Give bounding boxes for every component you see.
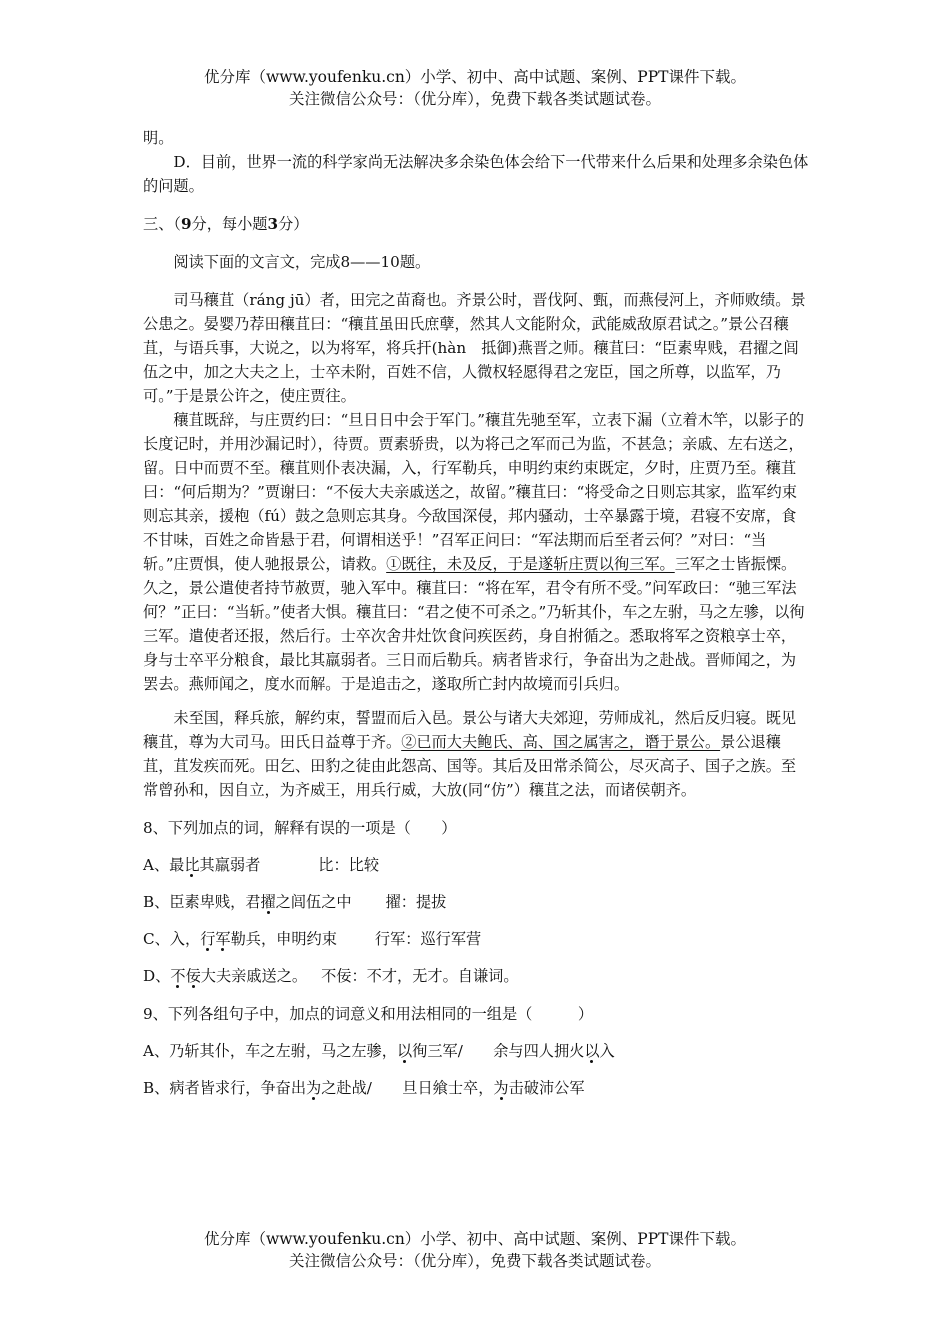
dotted-word: 为: [306, 1079, 322, 1097]
question-9-option-b: B、病者皆求行，争奋出为之赴战/ 旦日飨士卒，为击破沛公军: [143, 1079, 585, 1097]
question-8-option-d: D、不佞大夫亲戚送之。 不佞：不才，无才。自谦词。: [143, 967, 519, 985]
section-instruction: 阅读下面的文言文，完成8——10题。: [173, 253, 431, 271]
footer-line-1: 优分库（www.youfenku.cn）小学、初中、高中试题、案例、PPT课件下载。: [203, 1230, 747, 1248]
footer-line-2: 关注微信公众号：（优分库），免费下载各类试题试卷。: [288, 1252, 661, 1270]
passage-paragraph-2: 穰苴既辞，与庄贾约曰：“旦日日中会于军门。”穰苴先驰至军，立表下漏（立着木竿，以影子的长度记时，并用沙漏记时），待贾。贾素骄贵，以为将己之军而己为监，不甚急；亲戚、左右送之，留。日中而贾不至。穰苴则仆表决漏，入，行军勒兵，申明约束约束既定，夕时，庄贾乃至。穰苴曰：“何后期为？”贾谢曰：“不佞大夫亲戚送之，故留。”穰苴曰：“将受命之日则忘其家，监军约束则忘其亲，援枹（fú）鼓之急则忘其身。今敌国深侵，邦内骚动，士卒暴露于境，君寝不安席，食不甘味，百姓之命皆悬于君，何谓相送乎！”召军正问曰：“军法期而后至者云何？”对曰：“当斩。”庄贾惧，使人驰报景公，请救。①既往，未及反，于是遂斩庄贾以徇三军。三军之士皆振慄。久之，景公遣使者持节赦贾，驰入军中。穰苴曰：“将在军，君令有所不受。”问军政曰：“驰三军法何？”正曰：“当斩。”使者大惧。穰苴曰：“君之使不可杀之。”乃斩其仆，车之左驸，马之左骖，以徇三军。遣使者还报，然后行。士卒次舍井灶饮食问疾医药，身自拊循之。悉取将军之资粮享士卒，身与士卒平分粮食，最比其羸弱者。三日而后勒兵。病者皆求行，争奋出为之赴战。晋师闻之，为罢去。燕师闻之，度水而解。于是追击之，遂取所亡封内故境而引兵归。: [143, 411, 805, 693]
header-line-2: 关注微信公众号：（优分库），免费下载各类试题试卷。: [288, 90, 661, 108]
dotted-word: 不: [170, 967, 186, 985]
question-8-option-a: A、最比其羸弱者 比：比较: [143, 856, 380, 874]
option-gloss: 不佞：不才，无才。自谦词。: [321, 967, 519, 985]
dotted-word: 擢: [260, 893, 276, 911]
passage-paragraph-1: 司马穰苴（ráng jū）者，田完之苗裔也。齐景公时，晋伐阿、甄，而燕侵河上，齐师败绩。景公患之。晏婴乃荐田穰苴曰：“穰苴虽田氏庶孽，然其人文能附众，武能威敌原君试之。”景公召穰苴，与语兵事，大说之，以为将军，将兵扞(hàn 抵御)燕晋之师。穰苴曰：“臣素卑贱，君擢之闾伍之中，加之大夫之上，士卒未附，百姓不信，人微权轻愿得君之宠臣，国之所尊，以监军，乃可。”于是景公许之，使庄贾往。: [143, 291, 806, 405]
question-9-stem: 9、下列各组句子中，加点的词意义和用法相同的一组是（ ）: [143, 1005, 594, 1023]
option-gloss: 比：比较: [318, 856, 380, 874]
question-8-option-b: B、臣素卑贱，君擢之闾伍之中 擢：提拔: [143, 893, 447, 911]
question-8-option-c: C、入，行军勒兵，申明约束 行军：巡行军营: [143, 930, 482, 948]
document-body: [143, 126, 809, 1100]
option-gloss: 擢：提拔: [385, 893, 447, 911]
dotted-word: 以: [396, 1042, 413, 1060]
header-line-1: 优分库（www.youfenku.cn）小学、初中、高中试题、案例、PPT课件下载。: [203, 68, 747, 86]
dotted-word: 佞: [185, 967, 201, 985]
dotted-word: 行: [200, 930, 216, 948]
page-footer: [0, 1228, 950, 1272]
question-9-option-a: A、乃斩其仆，车之左驸，马之左骖，以徇三军/ 余与四人拥火以入: [143, 1042, 615, 1060]
passage-paragraph-3: 未至国，释兵旅，解约束，誓盟而后入邑。景公与诸大夫郊迎，劳师成礼，然后反归寝。既见穰苴，尊为大司马。田氏日益尊于齐。②已而大夫鲍氏、高、国之属害之，谮于景公。景公退穰苴，苴发疾而死。田乞、田豹之徒由此怨高、国等。其后及田常杀简公，尽灭高子、国子之族。至常曾孙和，因自立，为齐威王，用兵行威，大放(同“仿”）穰苴之法，而诸侯朝齐。: [143, 709, 797, 799]
dotted-word: 比: [184, 856, 200, 874]
previous-option-d: D．目前，世界一流的科学家尚无法解决多余染色体会给下一代带来什么后果和处理多余染色体的问题。: [143, 153, 809, 195]
dotted-word: 为: [493, 1079, 509, 1097]
page-header: [0, 66, 950, 110]
previous-tail: 明。: [143, 129, 174, 147]
question-8-stem: 8、下列加点的词，解释有误的一项是（ ）: [143, 819, 457, 837]
dotted-word: 以: [584, 1042, 600, 1060]
underlined-sentence-1: ①既往，未及反，于是遂斩庄贾以徇三军。: [386, 555, 675, 573]
section-heading: 三、（9分，每小题3分）: [143, 215, 309, 233]
underlined-sentence-2: ②已而大夫鲍氏、高、国之属害之，谮于景公。: [401, 733, 721, 751]
dotted-word: 军: [215, 930, 231, 948]
option-gloss: 行军：巡行军营: [374, 930, 482, 948]
